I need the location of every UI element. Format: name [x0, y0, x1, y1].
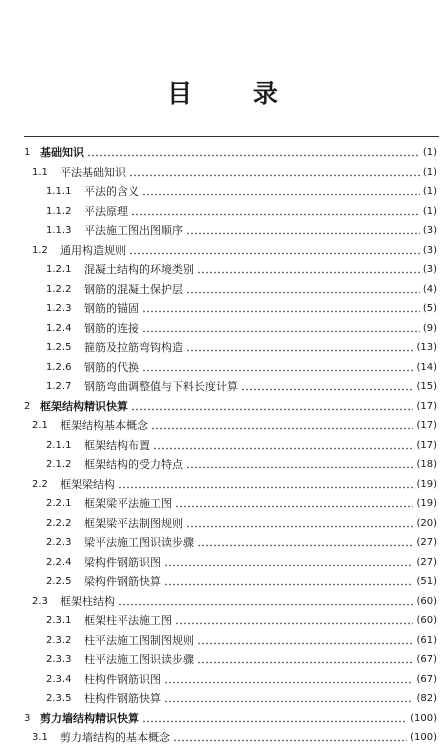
- toc-entry-number: 1.1: [32, 166, 48, 178]
- toc-entry-number: 2.2.2: [46, 517, 72, 529]
- toc-entry-title: 钢筋的混凝土保护层: [84, 282, 183, 296]
- toc-leader-dots: [131, 408, 413, 411]
- toc-entry[interactable]: [32, 413, 437, 433]
- toc-entry-number: 2.3.3: [46, 654, 72, 665]
- toc-entry-number: 2.2: [32, 478, 48, 490]
- toc-entry-title: 剪力墙结构精识快算: [40, 711, 139, 725]
- toc-entry-page: (15): [416, 381, 437, 392]
- toc-entry-number: 1.2.6: [46, 361, 72, 373]
- toc-entry-number: 2.3: [32, 595, 48, 607]
- toc-entry-title: 梁构件钢筋快算: [84, 575, 161, 588]
- toc-leader-dots: [87, 154, 420, 157]
- toc-entry-number: 2.2.3: [46, 537, 72, 548]
- toc-entry[interactable]: [32, 725, 437, 745]
- toc-entry-page: (17): [416, 420, 437, 431]
- toc-entry-page: (1): [422, 166, 437, 178]
- toc-entry-page: (19): [416, 498, 437, 509]
- toc-entry-title: 平法基础知识: [60, 165, 126, 179]
- toc-entry-title: 梁平法施工图识读步骤: [84, 536, 194, 549]
- toc-leader-dots: [197, 642, 413, 645]
- toc-entry-number: 2.1.1: [46, 439, 72, 451]
- toc-leader-dots: [197, 661, 413, 664]
- toc-entry-page: (14): [416, 361, 437, 373]
- toc-entry-title: 平法施工图出图顺序: [84, 224, 183, 237]
- toc-entry-page: (9): [422, 322, 437, 334]
- toc-leader-dots: [142, 369, 413, 372]
- toc-entry-number: 1.2.3: [46, 303, 72, 314]
- toc-entry[interactable]: [32, 472, 437, 492]
- toc-entry[interactable]: [46, 491, 437, 511]
- toc-entry-page: (3): [422, 225, 437, 236]
- toc-leader-dots: [164, 700, 413, 703]
- toc-entry[interactable]: [32, 238, 437, 258]
- toc-entry-title: 钢筋的连接: [84, 321, 139, 335]
- toc-leader-dots: [186, 525, 413, 528]
- toc-leader-dots: [131, 213, 420, 216]
- toc-entry-page: (17): [416, 439, 437, 451]
- toc-entry-number: 1.2: [32, 244, 48, 256]
- toc-leader-dots: [142, 193, 420, 196]
- toc-entry-page: (67): [416, 654, 437, 665]
- toc-entry[interactable]: [24, 706, 437, 726]
- toc-leader-dots: [173, 739, 407, 742]
- toc-entry[interactable]: [46, 530, 437, 550]
- toc-entry[interactable]: [24, 140, 437, 160]
- toc-leader-dots: [118, 603, 413, 606]
- toc-entry[interactable]: [32, 160, 437, 180]
- toc-entry[interactable]: [32, 589, 437, 609]
- toc-entry[interactable]: [46, 452, 437, 472]
- toc-entry-title: 框架结构基本概念: [60, 419, 148, 432]
- toc-entry-page: (17): [416, 400, 437, 412]
- toc-leader-dots: [186, 349, 413, 352]
- title-divider: [24, 136, 439, 137]
- toc-leader-dots: [197, 271, 420, 274]
- toc-entry-title: 基础知识: [40, 146, 84, 159]
- toc-leader-dots: [118, 486, 413, 489]
- toc-entry-title: 平法的含义: [84, 185, 139, 198]
- toc-entry-page: (18): [416, 459, 437, 470]
- toc-entry[interactable]: [46, 199, 437, 219]
- toc-entry-title: 梁构件钢筋识图: [84, 555, 161, 569]
- toc-leader-dots: [186, 232, 420, 235]
- toc-entry-title: 钢筋的代换: [84, 360, 139, 374]
- toc-entry-number: 3: [24, 712, 31, 724]
- toc-entry-title: 柱平法施工图制图规则: [84, 633, 194, 647]
- toc-entry-title: 框架结构精识快算: [40, 399, 128, 413]
- toc-entry[interactable]: [46, 647, 437, 667]
- toc-entry[interactable]: [46, 550, 437, 570]
- toc-entry-page: (3): [422, 244, 437, 256]
- toc-entry[interactable]: [46, 355, 437, 375]
- toc-entry-number: 1.1.3: [46, 225, 72, 236]
- toc-entry-number: 1.2.7: [46, 381, 72, 392]
- toc-entry-page: (1): [422, 186, 437, 197]
- toc-entry-title: 剪力墙结构的基本概念: [60, 731, 170, 744]
- toc-leader-dots: [186, 291, 420, 294]
- toc-entry-title: 框架柱平法施工图: [84, 614, 172, 627]
- page-title: 目 录: [167, 79, 304, 108]
- toc-entry-title: 柱构件钢筋识图: [84, 672, 161, 686]
- toc-leader-dots: [175, 505, 413, 508]
- toc-entry-title: 钢筋的锚固: [84, 302, 139, 315]
- toc-entry[interactable]: [24, 394, 437, 414]
- toc-entry-title: 框架梁平法制图规则: [84, 516, 183, 530]
- toc-entry-page: (1): [422, 205, 437, 217]
- toc-leader-dots: [129, 252, 420, 255]
- toc-entry[interactable]: [46, 296, 437, 316]
- toc-entry-title: 框架梁平法施工图: [84, 497, 172, 510]
- toc-entry-number: 2.3.4: [46, 673, 72, 685]
- toc-entry-number: 1.1.1: [46, 186, 72, 197]
- toc-entry-page: (3): [422, 264, 437, 275]
- toc-entry[interactable]: [46, 667, 437, 687]
- toc-leader-dots: [186, 466, 413, 469]
- toc-entry[interactable]: [46, 218, 437, 238]
- toc-entry[interactable]: [46, 433, 437, 453]
- toc-entry[interactable]: [46, 257, 437, 277]
- toc-entry-number: 2.3.5: [46, 693, 72, 704]
- toc-entry-title: 框架结构布置: [84, 438, 150, 452]
- toc-leader-dots: [197, 544, 413, 547]
- toc-leader-dots: [175, 622, 413, 625]
- toc-entry[interactable]: [46, 316, 437, 336]
- toc-entry-page: (5): [422, 303, 437, 314]
- toc-entry-title: 框架结构的受力特点: [84, 458, 183, 471]
- toc-entry[interactable]: [46, 569, 437, 589]
- toc-entry-page: (60): [416, 595, 437, 607]
- toc-entry-number: 2.1: [32, 420, 48, 431]
- toc-leader-dots: [129, 174, 420, 177]
- toc-entry-title: 混凝土结构的环境类别: [84, 263, 194, 276]
- toc-entry-number: 3.1: [32, 732, 48, 743]
- toc-entry-page: (20): [416, 517, 437, 529]
- toc-leader-dots: [241, 388, 413, 391]
- toc-entry-number: 2: [24, 400, 31, 412]
- toc-entry-number: 1.2.5: [46, 342, 72, 353]
- toc-entry-number: 1.2.4: [46, 322, 72, 334]
- toc-entry[interactable]: [46, 686, 437, 706]
- toc-entry-page: (100): [410, 712, 437, 724]
- toc-leader-dots: [164, 583, 413, 586]
- toc-entry[interactable]: [46, 608, 437, 628]
- toc-entry-page: (4): [422, 283, 437, 295]
- toc-entry-page: (60): [416, 615, 437, 626]
- toc-entry-page: (82): [416, 693, 437, 704]
- toc-leader-dots: [164, 564, 413, 567]
- toc-entry[interactable]: [46, 511, 437, 531]
- toc-entry-page: (27): [416, 556, 437, 568]
- toc-entry-page: (51): [416, 576, 437, 587]
- toc-entry-number: 1: [24, 147, 31, 158]
- toc-entry-page: (13): [416, 342, 437, 353]
- toc-entry-number: 1.1.2: [46, 205, 72, 217]
- toc-entry-number: 2.2.1: [46, 498, 72, 509]
- toc-entry[interactable]: [46, 335, 437, 355]
- toc-entry[interactable]: [46, 374, 437, 394]
- toc-leader-dots: [164, 681, 413, 684]
- toc-entry-page: (27): [416, 537, 437, 548]
- toc-entry-number: 2.1.2: [46, 459, 72, 470]
- toc-entry-page: (19): [416, 478, 437, 490]
- toc-entry-title: 通用构造规则: [60, 243, 126, 257]
- toc-entry-page: (1): [422, 147, 437, 158]
- toc-entry-number: 1.2.2: [46, 283, 72, 295]
- toc-leader-dots: [153, 447, 413, 450]
- toc-entry-number: 2.2.4: [46, 556, 72, 568]
- toc-entry-title: 平法原理: [84, 204, 128, 218]
- toc-entry[interactable]: [46, 277, 437, 297]
- toc-entry-page: (100): [410, 732, 437, 743]
- toc-entry[interactable]: [46, 179, 437, 199]
- toc-entry-page: (61): [416, 634, 437, 646]
- toc-entry-title: 箍筋及拉筋弯钩构造: [84, 341, 183, 354]
- toc-entry-title: 柱构件钢筋快算: [84, 692, 161, 705]
- toc-entry-title: 钢筋弯曲调整值与下料长度计算: [84, 380, 238, 393]
- toc-entry-number: 2.2.5: [46, 576, 72, 587]
- toc-entry-title: 柱平法施工图识读步骤: [84, 653, 194, 666]
- toc-entry-title: 框架柱结构: [60, 594, 115, 608]
- toc-entry-page: (67): [416, 673, 437, 685]
- toc-entry[interactable]: [46, 628, 437, 648]
- toc-leader-dots: [142, 310, 420, 313]
- toc-entry-number: 1.2.1: [46, 264, 72, 275]
- toc-leader-dots: [142, 330, 420, 333]
- toc-entry-number: 2.3.2: [46, 634, 72, 646]
- toc-leader-dots: [151, 427, 413, 430]
- toc-entry-title: 框架梁结构: [60, 477, 115, 491]
- toc-leader-dots: [142, 720, 407, 723]
- toc-entry-number: 2.3.1: [46, 615, 72, 626]
